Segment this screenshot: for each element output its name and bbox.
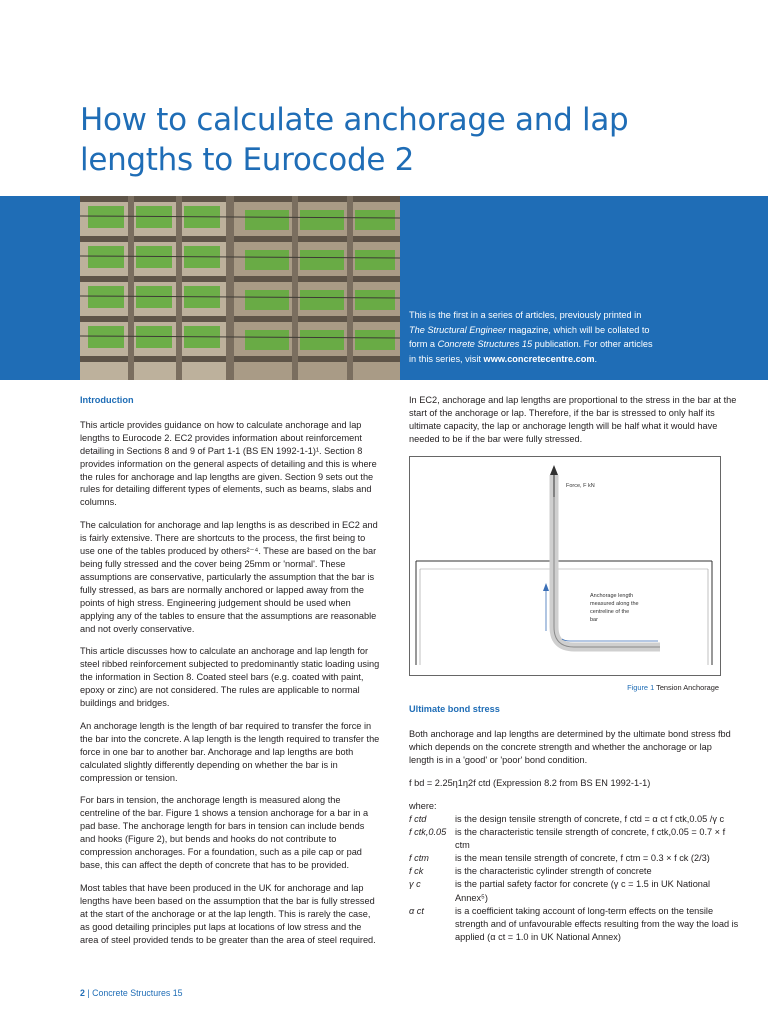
definition-row [409, 826, 739, 852]
bond-stress-heading: Ultimate bond stress [409, 704, 500, 714]
intro-line3-rest: publication. For other articles [532, 339, 653, 349]
footer-publication: Concrete Structures 15 [92, 988, 183, 998]
anchorage-label: Anchorage length [590, 593, 634, 599]
intro-line1: This is the first in a series of articles, previously printed in [409, 310, 642, 320]
def-symbol: γ c [409, 879, 421, 890]
paragraph: The calculation for anchorage and lap lengths is as described in EC2 and is fairly extensive. There are shortcuts to the process, the first being to use one of the tables produced by others²⁻⁴. These are based on the bar being fully stressed and the cover being 25mm or 'normal'. These assumptions are conservative, particularly the assumption that the bar is fully stressed, as bars are normally anchored or lapped away from the points of high stress. Engineering judgement should be used when applying any of the tables to ensure that the assumptions are reasonable and not overly conservative. [80, 520, 378, 634]
series-intro [409, 308, 709, 366]
intro-line4-post: . [594, 353, 598, 364]
def-symbol: f ctm [409, 853, 429, 864]
paragraph: This article provides guidance on how to calculate anchorage and lap lengths to Eurocode 2. EC2 provides information about reinforcement detailing in Sections 8 and 9 of Part 1-1 (BS EN 1992-1-1)¹. Section 8 provides information on the general aspects of detailing and this is where the rules for anchorage and lap lengths are given. Section 9 sets out the rules for detailing different types of elements, such as beams, slabs and columns. [80, 419, 377, 508]
def-symbol: α ct [409, 905, 424, 916]
anchorage-label: measured along the [590, 601, 639, 607]
introduction-heading: Introduction [80, 395, 134, 405]
paragraph: For bars in tension, the anchorage length is measured along the centreline of the bar. Figure 1 shows a tension anchorage for a bar in a pad base. The anchorage length for bars in tension can include bends and hooks (Figure 2), but bends and hooks do not contribute to compression anchorages. For a foundation, such as a pile cap or pad base, this can affect the depth of concrete that has to be provided. [80, 795, 369, 870]
intro-line3: form a [409, 339, 438, 349]
page-footer [80, 988, 183, 998]
page-number: 2 [80, 988, 85, 998]
force-label: Force, F kN [566, 483, 595, 489]
where-label: where: [409, 800, 437, 811]
bond-paragraph: Both anchorage and lap lengths are determined by the ultimate bond stress fbd which depends on the concrete strength and whether the anchorage or lap length is in a 'good' or 'poor' bond condition. [409, 728, 731, 765]
figure-caption-text: Tension Anchorage [654, 683, 719, 692]
page-title: How to calculate anchorage and lap lengths to Eurocode 2 [80, 102, 629, 178]
intro-line4: in this series, visit [409, 353, 484, 364]
paragraph: Most tables that have been produced in the UK for anchorage and lap lengths have been based on the assumption that the bar is fully stressed at the start of the anchorage or at the lap length. This is rarely the case, as good detailing principles put laps at locations of low stress and the area of steel provided tends to be greater than the area of steel required. [80, 882, 376, 945]
anchorage-label: centreline of the [590, 609, 630, 615]
construction-image [80, 196, 400, 380]
def-symbol: f ck [409, 866, 424, 877]
def-symbol: f ctd [409, 814, 427, 824]
paragraph: In EC2, anchorage and lap lengths are proportional to the stress in the bar at the start of the anchorage or lap. Therefore, if the bar is stressed to only half its ultimate capacity, the lap or anchorage length will be half what it would have needed to be if the bar were fully stressed. [409, 395, 737, 444]
building-photo [80, 196, 400, 380]
paragraph: An anchorage length is the length of bar required to transfer the force in the bar into the concrete. A lap length is the length required to transfer the force in one bar to another bar. Anchorage and lap lengths are both calculated slightly differently depending on whether the bar is in compression or tension. [80, 720, 380, 783]
def-text: is the mean tensile strength of concrete, f ctm = 0.3 × f ck (2/3) [455, 853, 710, 864]
intro-line2: magazine, which will be collated to [506, 324, 650, 335]
footer-separator: | [84, 988, 93, 998]
definition-row [409, 878, 739, 904]
definition-row [409, 813, 739, 826]
anchorage-label: bar [590, 617, 598, 623]
def-text: is a coefficient taking account of long-term effects on the tensile strength and of unfavourable effects resulting from the way the load is applied (α ct = 1.0 in UK National Annex) [455, 905, 739, 942]
figure-1 [409, 456, 721, 676]
tension-anchorage-diagram [410, 457, 720, 675]
bond-expression: f bd = 2.25η1η2f ctd (Expression 8.2 from BS EN 1992-1-1) [409, 777, 651, 788]
def-text: is the design tensile strength of concrete, f ctd = α ct f ctk,0.05 /γ c [455, 814, 725, 824]
journal-name: The Structural Engineer [409, 324, 507, 335]
definition-row [409, 865, 739, 878]
definition-row [409, 905, 739, 944]
definitions-list [409, 813, 739, 944]
def-text: is the characteristic tensile strength of concrete, f ctk,0.05 = 0.7 × f ctm [455, 827, 726, 851]
figure-number: Figure 1 [627, 683, 655, 692]
right-column-intro [409, 394, 739, 456]
figure-caption [409, 683, 719, 692]
def-text: is the partial safety factor for concrete (γ c = 1.5 in UK National Annex⁵) [455, 879, 711, 903]
left-column [80, 394, 380, 956]
publication-name: Concrete Structures 15 [437, 339, 533, 349]
def-text: is the characteristic cylinder strength of concrete [455, 866, 652, 877]
definition-row [409, 852, 739, 865]
def-symbol: f ctk,0.05 [409, 827, 447, 838]
website-link[interactable]: www.concretecentre.com [483, 353, 595, 364]
bond-stress-section [409, 703, 739, 812]
paragraph: This article discusses how to calculate an anchorage and lap length for steel ribbed reinforcement subjected to predominantly static loading using the information in Section 8. Coated steel bars (e.g. coated with paint, epoxy or zinc) are not considered. The rules are applicable to normal buildings and bridges. [80, 646, 380, 709]
